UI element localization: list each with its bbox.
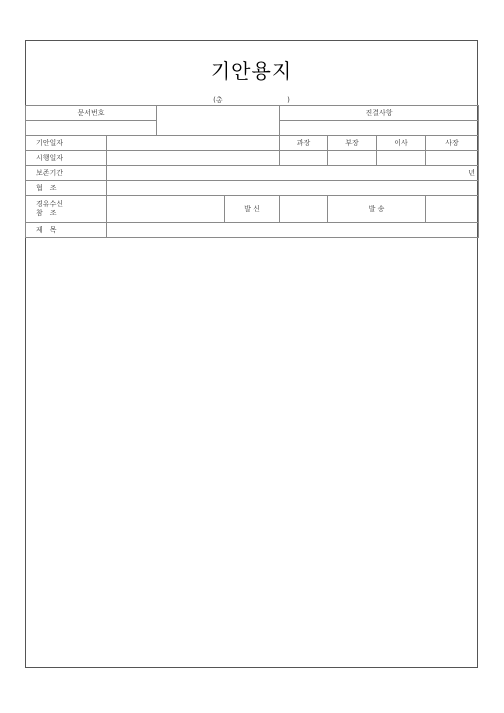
subject-field[interactable] (107, 223, 479, 238)
page-count-open: (총 (213, 96, 223, 104)
draft-date-label: 기안일자 (26, 136, 107, 151)
retention-label: 보존기간 (26, 166, 107, 181)
cooperation-label: 협 조 (26, 181, 107, 196)
dispatch-field[interactable] (426, 196, 479, 223)
approver-sign-4[interactable] (426, 151, 479, 166)
approval-form-page (25, 40, 478, 668)
doc-number-label: 문서번호 (26, 106, 157, 121)
via-recipient-label: 경유수신 (36, 200, 64, 208)
subject-label: 제 목 (26, 223, 107, 238)
approver-sign-1[interactable] (280, 151, 328, 166)
approver-sign-2[interactable] (328, 151, 377, 166)
reference-label: 참 조 (36, 209, 57, 217)
draft-date-field[interactable] (107, 136, 280, 151)
approver-title-2: 부장 (328, 136, 377, 151)
cooperation-field[interactable] (107, 181, 479, 196)
recipient-field[interactable] (107, 196, 225, 223)
approval-form-table (25, 105, 479, 238)
effective-date-label: 시행일자 (26, 151, 107, 166)
approver-title-1: 과장 (280, 136, 328, 151)
form-title: 기안용지 (210, 59, 293, 83)
dispatch-label: 발 송 (328, 196, 426, 223)
doc-number-field[interactable] (26, 121, 157, 136)
doc-number-value[interactable] (157, 106, 280, 136)
page-count-close: ) (287, 96, 290, 104)
approver-sign-3[interactable] (377, 151, 426, 166)
sender-field[interactable] (280, 196, 328, 223)
sender-label: 발 신 (225, 196, 280, 223)
recipient-reference-label (26, 196, 107, 223)
progress-label: 진결사항 (280, 106, 479, 121)
page-count (26, 95, 477, 105)
effective-date-field[interactable] (107, 151, 280, 166)
progress-field[interactable] (280, 121, 479, 136)
approver-title-4: 사장 (426, 136, 479, 151)
retention-unit[interactable]: 년 (107, 166, 479, 181)
approver-title-3: 이사 (377, 136, 426, 151)
